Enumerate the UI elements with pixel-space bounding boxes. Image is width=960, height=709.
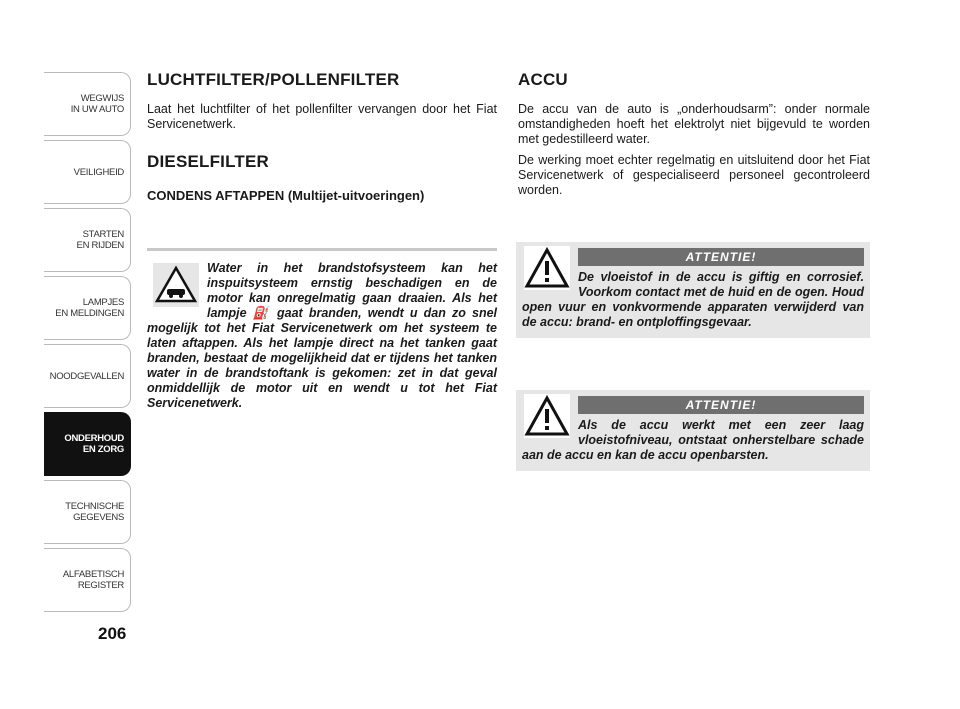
fuel-water-warning <box>147 248 497 411</box>
tab-lampjes[interactable]: LAMPJES EN MELDINGEN <box>44 276 131 340</box>
attention-box-1 <box>516 242 870 338</box>
tab-noodgevallen[interactable]: NOODGEVALLEN <box>44 344 131 408</box>
tab-technische[interactable]: TECHNISCHE GEGEVENS <box>44 480 131 544</box>
right-column <box>518 70 870 204</box>
accu-title: ACCU <box>518 70 568 89</box>
attention-banner: ATTENTIE! <box>578 248 864 266</box>
accu-paragraph-2: De werking moet echter regelmatig en uitsluitend door het Fiat Servicenetwerk of gespecialiseerd personeel gecontroleerd worden. <box>518 153 870 197</box>
left-column <box>147 70 497 203</box>
tab-veiligheid[interactable]: VEILIGHEID <box>44 140 131 204</box>
dieselfilter-title: DIESELFILTER <box>147 152 270 171</box>
warning-car-icon <box>153 263 199 307</box>
fuel-water-warning-text: Water in het brandstofsysteem kan het inspuitsysteem ernstig beschadigen en de motor kan onregelmatig gaan draaien. Als het lampje ⛽ gaat branden, wendt u dan zo snel mogelijk tot het Fiat Servicenetwerk om het systeem te laten aftappen. Als het lampje direct na het tanken gaat branden, bestaat de mogelijkheid dat er tijdens het tanken water in de brandstoftank is gekomen: zet in dat geval onmiddellijk de motor uit en wendt u tot het Fiat Servicenetwerk. <box>147 261 497 410</box>
tab-starten[interactable]: STARTEN EN RIJDEN <box>44 208 131 272</box>
tab-wegwijs[interactable]: WEGWIJS IN UW AUTO <box>44 72 131 136</box>
accu-paragraph-1: De accu van de auto is „onderhoudsarm”: onder normale omstandigheden hoeft het elektrolyt niet bijgevuld te worden met gedestilleerd water. <box>518 102 870 146</box>
tab-register[interactable]: ALFABETISCH REGISTER <box>44 548 131 612</box>
attention-banner: ATTENTIE! <box>578 396 864 414</box>
luchtfilter-text: Laat het luchtfilter of het pollenfilter vervangen door het Fiat Servicenetwerk. <box>147 102 497 131</box>
warning-triangle-icon <box>524 394 570 438</box>
attention-box-2 <box>516 390 870 471</box>
condens-title: CONDENS AFTAPPEN (Multijet-uitvoeringen) <box>147 188 425 203</box>
luchtfilter-title: LUCHTFILTER/POLLENFILTER <box>147 70 400 89</box>
warning-triangle-icon <box>524 246 570 290</box>
tab-onderhoud[interactable]: ONDERHOUD EN ZORG <box>44 412 131 476</box>
attention-text-1: De vloeistof in de accu is giftig en corrosief. Voorkom contact met de huid en de ogen. Houd open vuur en vonkvormende apparaten verwijderd van de accu: brand- en ontploffingsgevaar. <box>522 270 864 329</box>
attention-text-2: Als de accu werkt met een zeer laag vloeistofniveau, ontstaat onherstelbare schade aan de accu en kan de accu openbarsten. <box>522 418 864 462</box>
page-number: 206 <box>98 624 127 643</box>
